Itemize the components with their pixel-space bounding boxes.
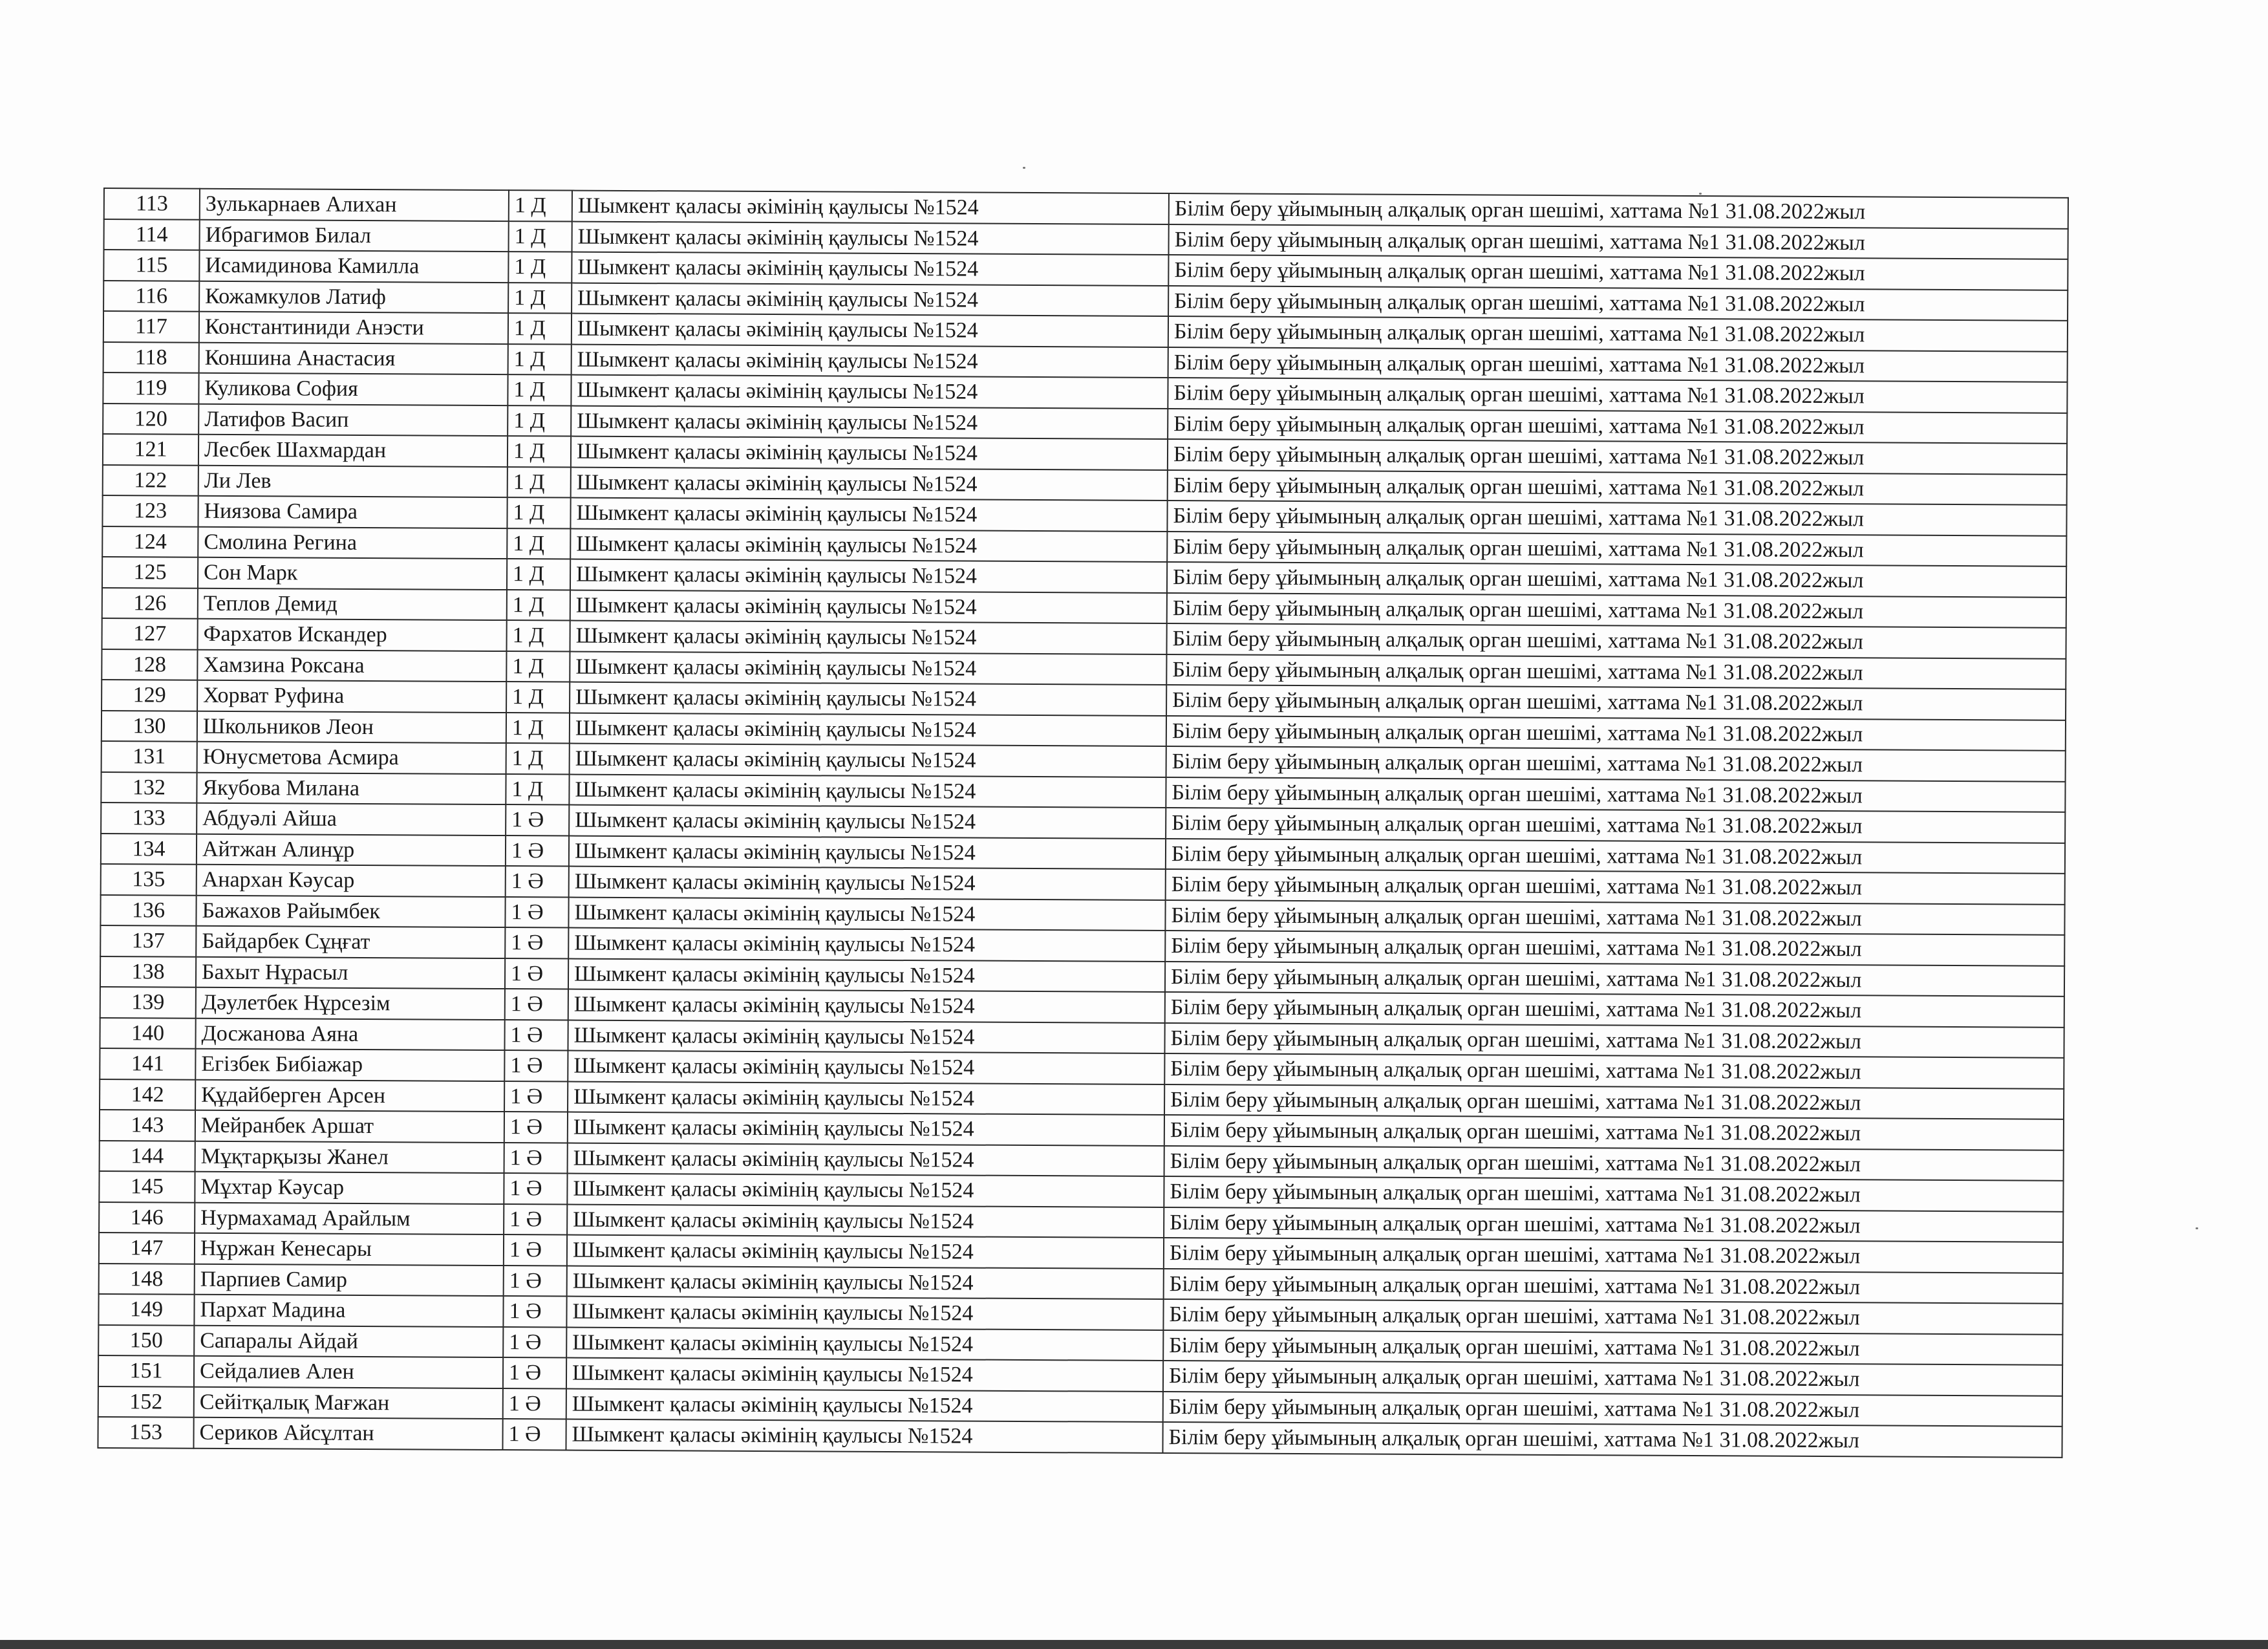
class-cell: 1 Ә bbox=[504, 1112, 568, 1143]
row-number-cell: 145 bbox=[99, 1171, 195, 1202]
order-cell: Шымкент қаласы әкімінің қаулысы №1524 bbox=[568, 1143, 1164, 1176]
row-number-cell: 130 bbox=[102, 710, 197, 741]
roster-table-wrapper bbox=[97, 188, 2068, 1458]
student-roster-table bbox=[97, 188, 2068, 1458]
order-cell: Шымкент қаласы әкімінің қаулысы №1524 bbox=[567, 1174, 1164, 1207]
scanner-edge-bar bbox=[0, 1640, 2268, 1649]
order-cell: Шымкент қаласы әкімінің қаулысы №1524 bbox=[568, 1051, 1164, 1084]
student-name-cell: Смолина Регина bbox=[198, 526, 507, 559]
order-cell: Шымкент қаласы әкімінің қаулысы №1524 bbox=[572, 344, 1168, 378]
decision-cell: Білім беру ұйымының алқалық орган шешімі, хаттама №1 31.08.2022жыл bbox=[1169, 224, 2068, 259]
decision-cell: Білім беру ұйымының алқалық орган шешімі, хаттама №1 31.08.2022жыл bbox=[1165, 931, 2064, 965]
student-name-cell: Сапаралы Айдай bbox=[194, 1325, 503, 1357]
student-name-cell: Досжанова Аяна bbox=[195, 1018, 504, 1050]
order-cell: Шымкент қаласы әкімінің қаулысы №1524 bbox=[566, 1419, 1162, 1453]
student-name-cell: Ниязова Самира bbox=[198, 496, 507, 528]
student-name-cell: Юнусметова Асмира bbox=[197, 742, 506, 774]
row-number-cell: 150 bbox=[98, 1324, 194, 1355]
order-cell: Шымкент қаласы әкімінің қаулысы №1524 bbox=[570, 498, 1167, 532]
decision-cell: Білім беру ұйымының алқалық орган шешімі, хаттама №1 31.08.2022жыл bbox=[1164, 1238, 2063, 1273]
student-name-cell: Құдайберген Арсен bbox=[195, 1079, 504, 1112]
student-name-cell: Исамидинова Камилла bbox=[199, 250, 508, 283]
student-name-cell: Куликова София bbox=[198, 373, 508, 405]
decision-cell: Білім беру ұйымының алқалық орган шешімі, хаттама №1 31.08.2022жыл bbox=[1163, 1392, 2062, 1427]
student-name-cell: Фархатов Искандер bbox=[198, 619, 507, 651]
order-cell: Шымкент қаласы әкімінің қаулысы №1524 bbox=[571, 405, 1168, 439]
decision-cell: Білім беру ұйымының алқалық орган шешімі, хаттама №1 31.08.2022жыл bbox=[1164, 1084, 2064, 1119]
order-cell: Шымкент қаласы әкімінің қаулысы №1524 bbox=[567, 1204, 1164, 1238]
student-name-cell: Лесбек Шахмардан bbox=[198, 435, 508, 467]
row-number-cell: 116 bbox=[103, 281, 199, 312]
decision-cell: Білім беру ұйымының алқалық орган шешімі, хаттама №1 31.08.2022жыл bbox=[1164, 1146, 2064, 1181]
decision-cell: Білім беру ұйымының алқалық орган шешімі, хаттама №1 31.08.2022жыл bbox=[1166, 808, 2065, 843]
order-cell: Шымкент қаласы әкімінің қаулысы №1524 bbox=[568, 1112, 1164, 1146]
decision-cell: Білім беру ұйымының алқалық орган шешімі, хаттама №1 31.08.2022жыл bbox=[1168, 286, 2068, 321]
decision-cell: Білім беру ұйымының алқалық орган шешімі, хаттама №1 31.08.2022жыл bbox=[1165, 900, 2064, 935]
order-cell: Шымкент қаласы әкімінің қаулысы №1524 bbox=[567, 1266, 1164, 1299]
decision-cell: Білім беру ұйымының алқалық орган шешімі, хаттама №1 31.08.2022жыл bbox=[1164, 1269, 2063, 1304]
row-number-cell: 125 bbox=[102, 557, 198, 588]
row-number-cell: 153 bbox=[98, 1417, 193, 1448]
order-cell: Шымкент қаласы әкімінің қаулысы №1524 bbox=[568, 1020, 1164, 1053]
student-name-cell: Бажахов Райымбек bbox=[196, 895, 505, 927]
class-cell: 1 Ә bbox=[504, 1204, 567, 1235]
decision-cell: Білім беру ұйымының алқалық орган шешімі, хаттама №1 31.08.2022жыл bbox=[1165, 992, 2064, 1027]
class-cell: 1 Ә bbox=[504, 1143, 568, 1174]
decision-cell: Білім беру ұйымының алқалық орган шешімі, хаттама №1 31.08.2022жыл bbox=[1164, 1207, 2063, 1242]
class-cell: 1 Д bbox=[508, 344, 572, 375]
student-name-cell: Парпиев Самир bbox=[195, 1264, 504, 1296]
order-cell: Шымкент қаласы әкімінің қаулысы №1524 bbox=[568, 928, 1165, 962]
row-number-cell: 133 bbox=[101, 803, 197, 834]
decision-cell: Білім беру ұйымының алқалық орган шешімі, хаттама №1 31.08.2022жыл bbox=[1166, 623, 2066, 658]
class-cell: 1 Д bbox=[508, 405, 571, 436]
student-name-cell: Егізбек Бибіажар bbox=[195, 1049, 504, 1081]
order-cell: Шымкент қаласы әкімінің қаулысы №1524 bbox=[571, 467, 1168, 501]
class-cell: 1 Ә bbox=[505, 989, 568, 1020]
order-cell: Шымкент қаласы әкімінің қаулысы №1524 bbox=[572, 314, 1168, 347]
order-cell: Шымкент қаласы әкімінің қаулысы №1524 bbox=[569, 805, 1166, 839]
row-number-cell: 121 bbox=[103, 434, 198, 465]
decision-cell: Білім беру ұйымының алқалық орган шешімі, хаттама №1 31.08.2022жыл bbox=[1166, 869, 2065, 904]
student-name-cell: Латифов Васип bbox=[198, 404, 508, 436]
student-name-cell: Абдуәлі Айша bbox=[197, 803, 506, 835]
decision-cell: Білім беру ұйымының алқалық орган шешімі, хаттама №1 31.08.2022жыл bbox=[1166, 654, 2066, 689]
student-name-cell: Константиниди Анэсти bbox=[199, 312, 508, 344]
row-number-cell: 129 bbox=[102, 680, 197, 711]
class-cell: 1 Ә bbox=[505, 897, 568, 928]
row-number-cell: 118 bbox=[103, 342, 199, 373]
row-number-cell: 151 bbox=[98, 1355, 194, 1386]
row-number-cell: 137 bbox=[100, 925, 196, 956]
order-cell: Шымкент қаласы әкімінің қаулысы №1524 bbox=[568, 989, 1165, 1023]
class-cell: 1 Ә bbox=[503, 1296, 566, 1327]
decision-cell: Білім беру ұйымының алқалық орган шешімі, хаттама №1 31.08.2022жыл bbox=[1168, 347, 2068, 382]
student-name-cell: Зулькарнаев Алихан bbox=[200, 189, 509, 221]
decision-cell: Білім беру ұйымының алқалық орган шешімі, хаттама №1 31.08.2022жыл bbox=[1168, 378, 2067, 413]
decision-cell: Білім беру ұйымының алқалық орган шешімі, хаттама №1 31.08.2022жыл bbox=[1168, 255, 2068, 290]
order-cell: Шымкент қаласы әкімінің қаулысы №1524 bbox=[570, 744, 1166, 777]
row-number-cell: 120 bbox=[103, 404, 198, 435]
row-number-cell: 152 bbox=[98, 1386, 194, 1417]
student-name-cell: Пархат Мадина bbox=[194, 1295, 503, 1327]
scan-speck bbox=[1699, 193, 1702, 195]
row-number-cell: 124 bbox=[102, 526, 198, 557]
row-number-cell: 123 bbox=[102, 495, 198, 526]
class-cell: 1 Д bbox=[507, 528, 570, 559]
row-number-cell: 134 bbox=[101, 833, 197, 864]
student-name-cell: Хамзина Роксана bbox=[197, 649, 506, 682]
student-name-cell: Сейдалиев Ален bbox=[194, 1356, 503, 1388]
student-name-cell: Ли Лев bbox=[198, 465, 508, 497]
row-number-cell: 114 bbox=[104, 219, 200, 250]
decision-cell: Білім беру ұйымының алқалық орган шешімі, хаттама №1 31.08.2022жыл bbox=[1167, 562, 2066, 597]
decision-cell: Білім беру ұйымының алқалық орган шешімі, хаттама №1 31.08.2022жыл bbox=[1164, 1176, 2063, 1211]
decision-cell: Білім беру ұйымының алқалық орган шешімі, хаттама №1 31.08.2022жыл bbox=[1165, 962, 2064, 997]
class-cell: 1 Ә bbox=[504, 1234, 567, 1266]
student-name-cell: Мұқтарқызы Жанел bbox=[195, 1141, 504, 1173]
decision-cell: Білім беру ұйымының алқалық орган шешімі, хаттама №1 31.08.2022жыл bbox=[1167, 593, 2066, 628]
decision-cell: Білім беру ұйымының алқалық орган шешімі, хаттама №1 31.08.2022жыл bbox=[1166, 839, 2065, 874]
student-name-cell: Анархан Кәусар bbox=[197, 865, 506, 897]
student-name-cell: Нұржан Кенесары bbox=[195, 1233, 504, 1266]
order-cell: Шымкент қаласы әкімінің қаулысы №1524 bbox=[572, 191, 1169, 224]
class-cell: 1 Д bbox=[506, 651, 570, 682]
order-cell: Шымкент қаласы әкімінің қаулысы №1524 bbox=[568, 958, 1165, 992]
class-cell: 1 Д bbox=[506, 774, 569, 805]
class-cell: 1 Ә bbox=[506, 835, 569, 867]
decision-cell: Білім беру ұйымының алқалық орган шешімі, хаттама №1 31.08.2022жыл bbox=[1163, 1299, 2062, 1334]
decision-cell: Білім беру ұйымының алқалық орган шешімі, хаттама №1 31.08.2022жыл bbox=[1162, 1422, 2062, 1457]
class-cell: 1 Ә bbox=[506, 866, 569, 897]
row-number-cell: 139 bbox=[100, 987, 196, 1018]
order-cell: Шымкент қаласы әкімінің қаулысы №1524 bbox=[570, 559, 1167, 593]
order-cell: Шымкент қаласы әкімінің қаулысы №1524 bbox=[570, 682, 1166, 716]
student-name-cell: Сон Марк bbox=[198, 557, 507, 590]
class-cell: 1 Ә bbox=[502, 1419, 566, 1450]
row-number-cell: 138 bbox=[100, 956, 196, 987]
row-number-cell: 113 bbox=[104, 188, 200, 219]
row-number-cell: 117 bbox=[103, 311, 199, 342]
row-number-cell: 122 bbox=[103, 464, 198, 495]
row-number-cell: 140 bbox=[100, 1017, 195, 1048]
order-cell: Шымкент қаласы әкімінің қаулысы №1524 bbox=[570, 713, 1166, 746]
row-number-cell: 142 bbox=[100, 1079, 195, 1110]
class-cell: 1 Д bbox=[508, 374, 571, 405]
decision-cell: Білім беру ұйымының алқалық орган шешімі, хаттама №1 31.08.2022жыл bbox=[1166, 685, 2066, 720]
decision-cell: Білім беру ұйымының алқалық орган шешімі, хаттама №1 31.08.2022жыл bbox=[1164, 1023, 2064, 1058]
order-cell: Шымкент қаласы әкімінің қаулысы №1524 bbox=[572, 221, 1169, 255]
row-number-cell: 126 bbox=[102, 587, 198, 618]
decision-cell: Білім беру ұйымының алқалық орган шешімі, хаттама №1 31.08.2022жыл bbox=[1163, 1361, 2062, 1396]
student-name-cell: Бахыт Нұрасыл bbox=[196, 956, 505, 989]
order-cell: Шымкент қаласы әкімінің қаулысы №1524 bbox=[566, 1297, 1163, 1330]
student-name-cell: Мұхтар Кәусар bbox=[195, 1172, 504, 1204]
class-cell: 1 Д bbox=[508, 283, 572, 314]
student-name-cell: Дәулетбек Нұрсезім bbox=[196, 987, 505, 1020]
class-cell: 1 Д bbox=[509, 190, 572, 221]
decision-cell: Білім беру ұйымының алқалық орган шешімі, хаттама №1 31.08.2022жыл bbox=[1167, 501, 2066, 535]
row-number-cell: 147 bbox=[99, 1233, 195, 1264]
order-cell: Шымкент қаласы әкімінің қаулысы №1524 bbox=[570, 528, 1167, 562]
student-name-cell: Сейітқалық Мағжан bbox=[194, 1386, 503, 1419]
order-cell: Шымкент қаласы әкімінің қаулысы №1524 bbox=[570, 590, 1167, 623]
class-cell: 1 Ә bbox=[503, 1388, 566, 1419]
class-cell: 1 Д bbox=[507, 620, 570, 651]
class-cell: 1 Ә bbox=[504, 1266, 567, 1297]
decision-cell: Білім беру ұйымының алқалық орган шешімі, хаттама №1 31.08.2022жыл bbox=[1164, 1115, 2064, 1150]
row-number-cell: 119 bbox=[103, 372, 198, 404]
decision-cell: Білім беру ұйымының алқалық орган шешімі, хаттама №1 31.08.2022жыл bbox=[1168, 316, 2068, 351]
decision-cell: Білім беру ұйымының алқалық орган шешімі, хаттама №1 31.08.2022жыл bbox=[1166, 746, 2066, 781]
class-cell: 1 Ә bbox=[506, 804, 569, 835]
row-number-cell: 128 bbox=[102, 649, 197, 680]
student-name-cell: Ибрагимов Билал bbox=[200, 219, 509, 252]
class-cell: 1 Д bbox=[508, 436, 571, 467]
class-cell: 1 Д bbox=[507, 590, 570, 621]
order-cell: Шымкент қаласы әкімінің қаулысы №1524 bbox=[566, 1358, 1163, 1392]
class-cell: 1 Д bbox=[507, 497, 570, 528]
student-name-cell: Кожамкулов Латиф bbox=[199, 281, 508, 313]
student-name-cell: Байдарбек Сұңғат bbox=[196, 926, 505, 958]
row-number-cell: 144 bbox=[100, 1140, 195, 1171]
class-cell: 1 Ә bbox=[503, 1357, 566, 1388]
order-cell: Шымкент қаласы әкімінің қаулысы №1524 bbox=[568, 1081, 1164, 1115]
decision-cell: Білім беру ұйымының алқалық орган шешімі, хаттама №1 31.08.2022жыл bbox=[1168, 439, 2067, 474]
scan-speck bbox=[2196, 1227, 2198, 1229]
student-name-cell: Нурмахамад Арайлым bbox=[195, 1202, 504, 1234]
decision-cell: Білім беру ұйымының алқалық орган шешімі, хаттама №1 31.08.2022жыл bbox=[1168, 470, 2067, 505]
order-cell: Шымкент қаласы әкімінің қаулысы №1524 bbox=[569, 774, 1166, 808]
order-cell: Шымкент қаласы әкімінің қаулысы №1524 bbox=[569, 867, 1166, 900]
row-number-cell: 132 bbox=[101, 771, 197, 803]
order-cell: Шымкент қаласы әкімінің қаулысы №1524 bbox=[570, 621, 1167, 654]
order-cell: Шымкент қаласы әкімінің қаулысы №1524 bbox=[570, 651, 1166, 685]
class-cell: 1 Д bbox=[508, 313, 572, 344]
row-number-cell: 136 bbox=[100, 894, 196, 925]
class-cell: 1 Д bbox=[507, 559, 570, 590]
order-cell: Шымкент қаласы әкімінің қаулысы №1524 bbox=[571, 436, 1168, 470]
order-cell: Шымкент қаласы әкімінің қаулысы №1524 bbox=[572, 283, 1168, 316]
row-number-cell: 127 bbox=[102, 618, 198, 649]
class-cell: 1 Ә bbox=[504, 1020, 568, 1051]
class-cell: 1 Д bbox=[509, 221, 572, 252]
decision-cell: Білім беру ұйымының алқалық орган шешімі, хаттама №1 31.08.2022жыл bbox=[1166, 777, 2065, 812]
student-name-cell: Якубова Милана bbox=[197, 772, 506, 804]
decision-cell: Білім беру ұйымының алқалық орган шешімі, хаттама №1 31.08.2022жыл bbox=[1164, 1053, 2064, 1088]
order-cell: Шымкент қаласы әкімінің қаулысы №1524 bbox=[566, 1327, 1163, 1361]
decision-cell: Білім беру ұйымының алқалық орган шешімі, хаттама №1 31.08.2022жыл bbox=[1163, 1330, 2062, 1365]
class-cell: 1 Д bbox=[508, 467, 571, 498]
student-name-cell: Теплов Демид bbox=[198, 588, 507, 620]
class-cell: 1 Ә bbox=[505, 958, 568, 989]
decision-cell: Білім беру ұйымының алқалық орган шешімі, хаттама №1 31.08.2022жыл bbox=[1167, 532, 2066, 566]
student-name-cell: Школьников Леон bbox=[197, 711, 506, 743]
student-name-cell: Мейранбек Аршат bbox=[195, 1110, 504, 1143]
row-number-cell: 141 bbox=[100, 1048, 195, 1079]
row-number-cell: 149 bbox=[98, 1294, 194, 1325]
row-number-cell: 135 bbox=[101, 864, 197, 895]
scan-speck bbox=[1023, 167, 1025, 169]
order-cell: Шымкент қаласы әкімінің қаулысы №1524 bbox=[567, 1235, 1164, 1269]
order-cell: Шымкент қаласы әкімінің қаулысы №1524 bbox=[572, 252, 1168, 286]
order-cell: Шымкент қаласы әкімінің қаулысы №1524 bbox=[569, 835, 1166, 869]
class-cell: 1 Ә bbox=[505, 927, 568, 958]
class-cell: 1 Д bbox=[508, 252, 572, 283]
class-cell: 1 Д bbox=[506, 743, 570, 774]
class-cell: 1 Д bbox=[506, 682, 570, 713]
student-name-cell: Сериков Айсұлтан bbox=[193, 1417, 502, 1450]
row-number-cell: 146 bbox=[99, 1202, 195, 1233]
student-name-cell: Хорват Руфина bbox=[197, 680, 506, 713]
roster-table-body bbox=[98, 188, 2068, 1457]
class-cell: 1 Д bbox=[506, 713, 570, 744]
row-number-cell: 131 bbox=[102, 741, 197, 772]
decision-cell: Білім беру ұйымының алқалық орган шешімі, хаттама №1 31.08.2022жыл bbox=[1168, 409, 2067, 444]
row-number-cell: 143 bbox=[100, 1110, 195, 1141]
order-cell: Шымкент қаласы әкімінің қаулысы №1524 bbox=[571, 375, 1168, 409]
class-cell: 1 Ә bbox=[503, 1327, 566, 1358]
student-name-cell: Коншина Анастасия bbox=[199, 342, 508, 374]
row-number-cell: 115 bbox=[103, 250, 199, 281]
class-cell: 1 Ә bbox=[504, 1173, 567, 1204]
row-number-cell: 148 bbox=[99, 1263, 195, 1294]
order-cell: Шымкент қаласы әкімінің қаулысы №1524 bbox=[568, 897, 1165, 931]
order-cell: Шымкент қаласы әкімінің қаулысы №1524 bbox=[566, 1388, 1163, 1422]
decision-cell: Білім беру ұйымының алқалық орган шешімі, хаттама №1 31.08.2022жыл bbox=[1169, 193, 2068, 228]
class-cell: 1 Ә bbox=[504, 1081, 568, 1112]
decision-cell: Білім беру ұйымының алқалық орган шешімі, хаттама №1 31.08.2022жыл bbox=[1166, 716, 2066, 751]
student-name-cell: Айтжан Алинұр bbox=[197, 834, 506, 866]
class-cell: 1 Ә bbox=[504, 1050, 568, 1081]
